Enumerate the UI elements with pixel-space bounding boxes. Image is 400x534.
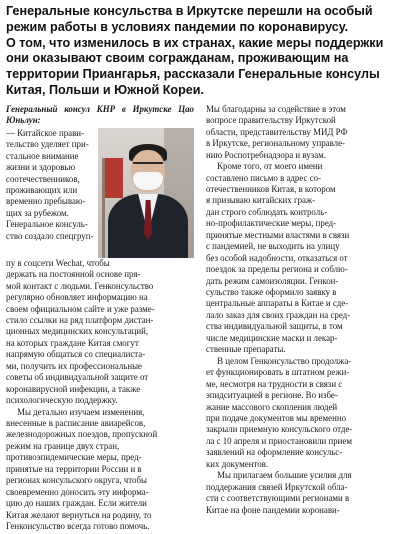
text-line: железнодорожных поездов, пропускной — [6, 429, 158, 440]
text-line: ства индивидуальной защиты, в том — [206, 321, 343, 332]
text-line: ственные препараты. — [206, 344, 286, 355]
text-line: стальное внимание — [6, 150, 79, 161]
text-line: закрыли приемную консульского отде- — [206, 424, 353, 435]
text-line: вопросе правительству Иркутской — [206, 115, 336, 126]
text-line: поездок за пределы региона и соблю- — [206, 264, 348, 275]
text-line: Генконсульство всегда готово помочь. — [6, 521, 150, 532]
photo-wrap — [6, 128, 194, 258]
byline: Генеральный консул КНР в Иркутске Цао Юньлун: — [6, 103, 194, 126]
text-line: стило ссылки на ряд платформ дистан- — [6, 314, 154, 325]
text-line: противоэпидемические меры, пред- — [6, 452, 142, 463]
text-line: ме, несмотря на трудности в связи с — [206, 378, 343, 389]
text-line: Генеральное консуль- — [6, 219, 88, 230]
text-line: в Иркутске, региональному управле- — [206, 138, 345, 149]
text-line: жание массового скопления людей — [206, 401, 338, 412]
text-line: тельство уделяет при- — [6, 139, 89, 150]
text-line: своевременно доносить эту информа- — [6, 486, 149, 497]
text-line: ционных медицинских консультаций, — [6, 326, 149, 337]
text-line: числе медицинские маски и лекар- — [206, 332, 338, 343]
text-line: регулярно обновляет информацию на — [6, 292, 148, 303]
text-line: Китае на фоне пандемии коронави- — [206, 504, 340, 515]
text-line: регионах консульского округа, чтобы — [6, 475, 147, 486]
headline-line: режим работы в условиях пандемии по коронавирусу. — [6, 19, 349, 34]
headline-line: Генеральные консульства в Иркутске перешли на особый — [6, 4, 373, 18]
text-line: заявлений на оформление консульс- — [206, 447, 343, 458]
text-line: принятые на территории России и в — [6, 463, 142, 474]
text-line: области, представительству МИД РФ — [206, 126, 348, 137]
text-line: сульство также оформило заявку в — [206, 287, 337, 298]
left-body-text — [6, 269, 194, 532]
text-line: держать на постоянной основе пря- — [6, 269, 141, 280]
text-line: Китая желают вернуться на родину, то — [6, 509, 152, 520]
text-line: дать режим самоизоляции. Генкон- — [206, 275, 339, 286]
text-line: с пандемией, не выходить на улицу — [206, 241, 340, 252]
text-line: центральные аппараты в Китае и сде- — [206, 298, 349, 309]
headline-line: Китая, Польши и Южной Кореи. — [6, 82, 205, 97]
text-line: сти с соответствующими регионами в — [206, 493, 350, 504]
text-line: ла с 10 апреля и приостановили прием — [206, 435, 352, 446]
text-line: нию Роспотребнадзора и вузам. — [206, 149, 326, 160]
text-line: Мы прилагаем большие усилия для — [206, 470, 352, 481]
text-line: принятые местными властями в связи — [206, 229, 350, 240]
headline-line: территории Приангарья, рассказали Генеральные консулы — [6, 67, 380, 82]
text-line: при подаче документов мы временно — [206, 413, 347, 424]
right-column — [206, 104, 394, 534]
text-line: ство создало спецгруп- — [6, 230, 94, 241]
text-line: Мы детально изучаем изменения, — [6, 406, 145, 417]
text-line: — Китайское прави- — [6, 127, 84, 138]
text-line: цию до наших граждан. Если жители — [6, 498, 147, 509]
text-line: ких документов. — [206, 458, 269, 469]
text-line: мой контакт с людьми. Генконсульство — [6, 280, 154, 291]
text-line: внесенные в расписание авиарейсов, — [6, 418, 146, 429]
wrapped-text — [6, 128, 94, 258]
text-line: щих за рубежом. — [6, 207, 69, 218]
text-line: лало заказ для своих граждан на сред- — [206, 309, 351, 320]
text-line: психологическую поддержку. — [6, 395, 118, 406]
text-line: эпидситуацией в регионе. Во избе- — [206, 390, 338, 401]
text-line: дан строго соблюдать контроль- — [206, 206, 328, 217]
text-line: ет функционировать в штатном режи- — [206, 367, 350, 378]
text-line: советы об индивидуальной защите от — [6, 372, 149, 383]
text-line: временно пребываю- — [6, 196, 86, 207]
text-line: жизни и здоровью — [6, 162, 76, 173]
text-line: соотечественников, — [6, 173, 80, 184]
text-line: Кроме того, от моего имени — [206, 161, 323, 172]
text-line: В целом Генконсульство продолжа- — [206, 355, 352, 366]
text-line: своем официальном сайте и уже разме- — [6, 303, 155, 314]
text-line: без особой надобности, отказаться от — [206, 252, 348, 263]
text-line: пу в соцсети Wechat, чтобы — [6, 257, 110, 268]
text-line: коронавирусной инфекции, а также — [6, 383, 141, 394]
headline-line: они оказывают своим согражданам, проживающим на — [6, 51, 349, 66]
text-line: проживающих или — [6, 184, 78, 195]
text-line: я призываю китайских граж- — [206, 195, 316, 206]
text-line: Мы благодарны за содействие в этом — [206, 103, 346, 114]
text-line: ми, получить их профессиональные — [6, 360, 142, 371]
article-columns — [6, 104, 394, 534]
text-line: режим на границе двух стран, — [6, 440, 120, 451]
headline-line: О том, что изменилось в их странах, какие меры поддержки — [6, 35, 384, 50]
text-line: напрямую общаться со специалиста- — [6, 349, 146, 360]
text-line: поддержания связей Иркутской обла- — [206, 481, 348, 492]
text-line: отечественников Китая, в котором — [206, 183, 336, 194]
article-headline — [6, 4, 394, 99]
consul-portrait-photo — [98, 128, 194, 258]
text-line: составлено письмо в адрес со- — [206, 172, 322, 183]
left-column — [6, 104, 194, 534]
text-line: на которых граждане Китая смогут — [6, 337, 139, 348]
text-line: но-профилактические меры, пред- — [206, 218, 337, 229]
